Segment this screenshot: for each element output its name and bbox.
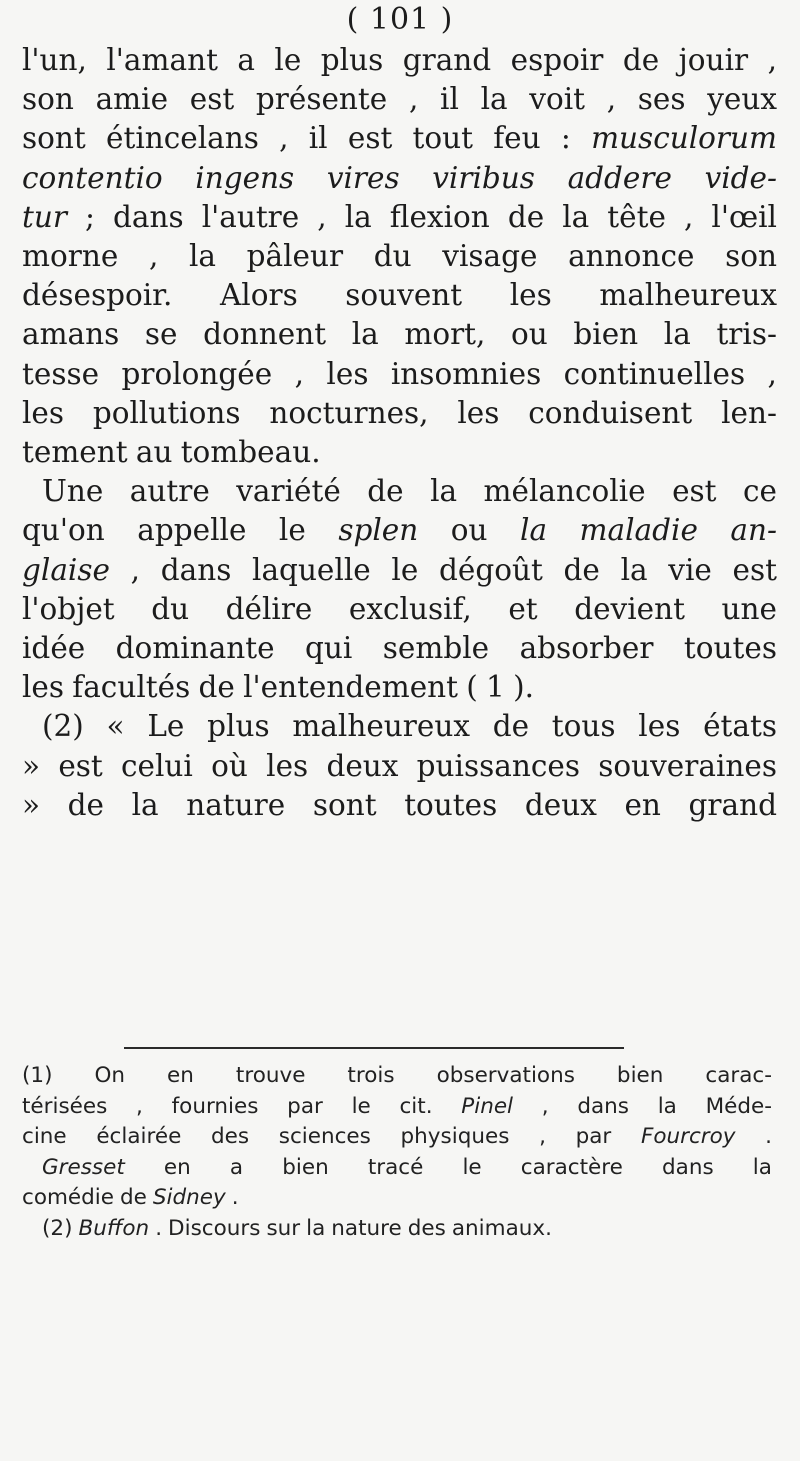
body-text-word: deux [524, 787, 597, 822]
body-text-word: de [67, 787, 104, 822]
footnote-word: On [94, 1063, 126, 1088]
footnote-word: comédie [22, 1185, 114, 1210]
body-text-word: présente [255, 82, 388, 117]
body-text-word: bien [573, 317, 639, 352]
body-text-word: et [508, 591, 538, 626]
body-text-word: tête [607, 199, 666, 234]
body-text-word: malheureux [292, 709, 470, 744]
body-text-word: donnent [203, 317, 327, 352]
body-text-word: en [624, 787, 661, 822]
footnote-word: par [575, 1124, 612, 1149]
body-text-word: la [131, 787, 159, 822]
body-text-italic-word: maladie [579, 513, 698, 548]
body-text-line [22, 79, 777, 119]
body-text-word: les [326, 356, 369, 391]
body-text-line [22, 40, 777, 80]
body-text-word: puissances [416, 748, 580, 783]
body-text-word: la [344, 199, 372, 234]
footnote-italic-word: Fourcroy [640, 1124, 736, 1149]
body-text-word: souvent [345, 278, 463, 313]
body-text-word: tombeau. [180, 435, 321, 469]
footnote-word: . [765, 1124, 772, 1149]
footnote-word: la [752, 1154, 772, 1180]
body-text-word: , [130, 552, 141, 587]
footnote-word: la [657, 1093, 677, 1119]
footnote-word: bien [282, 1154, 329, 1180]
body-text-word: nature [186, 787, 286, 822]
body-text-word: est [347, 121, 393, 156]
body-text-word: sont [312, 787, 377, 822]
body-text-word: grand [688, 787, 777, 822]
page-number: ( 101 ) [346, 2, 454, 37]
body-text-word: son [22, 82, 74, 117]
body-text-word: , [294, 356, 305, 391]
body-text-word: tesse [22, 356, 100, 391]
body-text-word: idée [22, 631, 86, 665]
footnote-word: (2) [42, 1215, 73, 1241]
body-text-line [22, 118, 777, 158]
body-text-word: ce [742, 474, 777, 509]
body-text-line [22, 275, 777, 315]
body-text-word: amans [22, 317, 120, 352]
body-text-word: plus [320, 43, 384, 77]
body-text-word: toutes [404, 787, 498, 822]
footnote-word: dans [577, 1093, 629, 1119]
body-text-word: dans [160, 552, 232, 587]
footnote-line [22, 1061, 772, 1091]
body-text-word: tous [551, 709, 616, 744]
footnote-word: nature [331, 1215, 402, 1241]
body-text-word: vie [668, 552, 712, 587]
footnote-separator-rule [124, 1047, 624, 1049]
body-text-word: il [308, 121, 328, 156]
body-text-line [22, 667, 777, 707]
body-text-word: , [683, 199, 694, 234]
body-text-word: continuelles [563, 356, 746, 391]
footnote-word: . [155, 1215, 163, 1241]
footnote-word: des [211, 1124, 250, 1149]
body-text-word: est [189, 82, 235, 117]
body-text-word: du [373, 239, 412, 273]
body-text-word: amie [95, 82, 169, 117]
body-text-word: dégoût [439, 552, 543, 587]
footnote-word: trouve [235, 1063, 306, 1088]
body-text-word: la [480, 82, 508, 117]
footnote-word: observations [436, 1063, 575, 1088]
body-text-line [22, 589, 777, 629]
body-text-word: , [408, 82, 419, 117]
body-text-word: ). [513, 670, 534, 705]
body-text-word: délire [225, 591, 313, 626]
body-text-word: len- [721, 395, 777, 430]
body-text-word: les [509, 278, 552, 313]
body-text-italic-word: ingens [195, 160, 295, 195]
footnote-italic-word: Gresset [42, 1154, 125, 1180]
footnote-word: Discours [168, 1215, 261, 1241]
body-text-word: prolongée [121, 356, 273, 391]
body-text-line [22, 785, 777, 825]
footnote-word: physiques [400, 1124, 510, 1149]
body-text-word: la [663, 317, 691, 352]
body-text-line [22, 393, 777, 433]
footnote-line [22, 1183, 772, 1213]
body-text-line [22, 314, 777, 354]
body-text-word: de [563, 552, 600, 587]
footnote-line [22, 1092, 772, 1122]
body-text-word: » [22, 748, 41, 783]
body-text-word: ; [85, 199, 95, 234]
body-text-word: qui [305, 631, 353, 665]
footnote-line [42, 1214, 772, 1244]
body-text-word: ou [450, 513, 488, 548]
body-text-word: Alors [219, 278, 298, 313]
body-text-word: dominante [115, 631, 275, 665]
body-text-word: yeux [707, 82, 777, 117]
body-text-word: celui [121, 748, 193, 783]
body-text-word: , [148, 239, 159, 273]
body-text-word: la [351, 317, 379, 352]
footnote-word: en [163, 1154, 191, 1180]
body-text-word: morne [22, 239, 119, 273]
body-text-italic-word: vide- [704, 160, 777, 195]
footnote-word: le [351, 1093, 371, 1119]
footnote-word: térisées [22, 1093, 108, 1119]
footnote-word: en [167, 1063, 194, 1088]
body-text-word: est [58, 748, 103, 783]
footnote-word: (1) [22, 1063, 53, 1088]
footnote-word: , [539, 1124, 546, 1149]
body-text-word: visage [442, 239, 538, 273]
body-text-word: malheureux [599, 278, 777, 313]
body-text-word: devient [574, 591, 685, 626]
footnote-word: sciences [278, 1124, 371, 1149]
body-text-word: conduisent [528, 395, 693, 430]
body-text-word: l'objet [22, 591, 115, 626]
body-text-word: ses [637, 82, 686, 117]
body-text-line [22, 197, 777, 237]
body-text-word: de [198, 670, 235, 705]
footnote-word: a [229, 1154, 244, 1180]
body-text-word: de [367, 474, 404, 509]
footnote-line [42, 1153, 772, 1183]
body-text-word: , [279, 121, 289, 156]
footnote-word: , [541, 1093, 549, 1119]
body-text-word: il [440, 82, 459, 117]
body-text-word: l'amant [106, 43, 218, 77]
body-text-word: le [391, 552, 419, 587]
body-text-word: les [266, 748, 309, 783]
body-text-word: est [732, 552, 777, 587]
body-text-word: sont [22, 121, 86, 156]
footnote-italic-word: Sidney [152, 1185, 226, 1210]
footnote-word: trois [347, 1063, 395, 1088]
body-text-word: , [767, 43, 777, 77]
footnote-word: tracé [367, 1154, 424, 1180]
body-text-word: ou [511, 317, 548, 352]
body-text-word: autre [129, 474, 210, 509]
footnote-word: de [120, 1185, 147, 1210]
body-text-word: espoir [510, 43, 604, 77]
footnote-word: dans [662, 1154, 714, 1180]
body-text-italic-word: tur [22, 199, 67, 234]
body-text-word: la [562, 199, 590, 234]
footnote-italic-word: Pinel [461, 1093, 514, 1119]
body-text-word: ( [466, 670, 478, 705]
body-text-word: la [188, 239, 216, 273]
body-text-word: annonce [568, 239, 695, 273]
body-text-word: l'entendement [243, 670, 459, 705]
body-text-word: exclusif, [348, 591, 472, 626]
body-text-word: toutes [683, 631, 777, 665]
body-text-word: souveraines [598, 748, 777, 783]
body-text-line [22, 628, 777, 668]
body-text-word: la [430, 474, 458, 509]
body-text-italic-word: viribus [432, 160, 535, 195]
footnote-word: sur [266, 1215, 301, 1241]
body-text-word: appelle [137, 513, 247, 548]
body-text-word: plus [207, 709, 270, 744]
body-text-word: tris- [716, 317, 777, 352]
footnote-word: éclairée [96, 1124, 182, 1149]
body-text-word: états [703, 709, 777, 744]
footnote-word: , [136, 1093, 143, 1119]
footnote-word: caractère [520, 1154, 623, 1180]
footnote-word: cine [22, 1124, 67, 1149]
body-text-italic-word: splen [338, 513, 419, 548]
body-text-word: 1 [486, 670, 505, 705]
body-text-word: l'autre [201, 199, 300, 234]
body-text-italic-word: addere [567, 160, 672, 195]
body-text-italic-word: contentio [22, 160, 163, 195]
body-text-word: semble [382, 631, 490, 665]
footnote-word: bien [616, 1063, 664, 1088]
body-text-word: le [278, 513, 306, 548]
body-text-word: tout [412, 121, 474, 156]
body-text-word: pollutions [92, 395, 241, 430]
body-text-word: l'œil [711, 199, 777, 234]
body-text-word: » [22, 787, 41, 822]
body-text-line [22, 236, 777, 276]
body-text-word: désespoir. [22, 278, 173, 313]
body-text-word: de [492, 709, 530, 744]
body-text-word: feu [493, 121, 541, 156]
body-text-line [22, 158, 777, 198]
footnote-word: des [407, 1215, 446, 1241]
body-text-word: variété [236, 474, 341, 509]
body-text-word: a [237, 43, 255, 77]
footnote-word: . [231, 1185, 239, 1210]
body-text-word: de [622, 43, 660, 77]
body-text-word: mélancolie [483, 474, 646, 509]
body-text-word: étincelans [106, 121, 259, 156]
body-text-word: son [725, 239, 777, 273]
body-text-word: dans [113, 199, 184, 234]
body-text-italic-word: vires [326, 160, 400, 195]
body-text-line [22, 432, 777, 472]
body-text-word: flexion [389, 199, 490, 234]
footnote-italic-word: Buffon [78, 1215, 150, 1241]
body-text-italic-word: la [520, 513, 548, 548]
body-text-word: au [135, 435, 173, 469]
body-text-word: les [457, 395, 500, 430]
body-text-word: les [22, 395, 65, 430]
body-text-word: nocturnes, [269, 395, 429, 430]
body-text-italic-word: musculorum [591, 121, 777, 156]
body-text-word: une [721, 591, 777, 626]
body-text-word: Le [147, 709, 185, 744]
body-text-line [22, 746, 777, 786]
footnote-word: fournies [171, 1093, 259, 1119]
body-text-line [22, 354, 777, 394]
body-text-word: qu'on [22, 513, 105, 548]
body-text-word: , [767, 356, 777, 391]
body-text-word: absorber [519, 631, 654, 665]
body-text-word: voit [529, 82, 586, 117]
body-text-line [42, 706, 777, 746]
body-text-word: jouir [678, 43, 749, 77]
body-text-word: insomnies [390, 356, 542, 391]
body-text-line [22, 510, 777, 550]
footnote-word: animaux. [451, 1215, 552, 1241]
body-text-word: les [638, 709, 681, 744]
body-text-word: Une [42, 474, 104, 509]
body-text-word: : [560, 121, 571, 156]
body-text-word: facultés [72, 670, 191, 705]
body-text-word: la [620, 552, 648, 587]
body-text-word: pâleur [246, 239, 344, 273]
body-text-word: est [672, 474, 717, 509]
footnote-word: carac- [705, 1063, 772, 1088]
body-text-word: deux [326, 748, 399, 783]
body-text-word: laquelle [252, 552, 371, 587]
footnote-line [22, 1122, 772, 1152]
body-text-word: tement [22, 435, 128, 469]
body-text-word: le [274, 43, 302, 77]
body-text-word: « [106, 709, 125, 744]
footnote-word: Méde- [705, 1093, 772, 1119]
body-text-italic-word: glaise [22, 552, 110, 587]
footnote-word: cit. [399, 1093, 433, 1119]
body-text-word: les [22, 670, 65, 705]
footnote-word: la [306, 1215, 326, 1241]
body-text-line [42, 471, 777, 511]
body-text-word: l'un, [22, 43, 87, 77]
body-text-word: mort, [404, 317, 486, 352]
body-text-word: où [211, 748, 248, 783]
body-text-word: se [144, 317, 178, 352]
body-text-word: de [507, 199, 545, 234]
footnote-word: le [462, 1154, 482, 1180]
body-text-line [22, 550, 777, 590]
body-text-word: du [151, 591, 190, 626]
body-text-italic-word: an- [730, 513, 777, 548]
body-text-word: (2) [42, 709, 84, 744]
footnote-word: par [287, 1093, 323, 1119]
body-text-word: grand [402, 43, 492, 77]
body-text-word: , [606, 82, 617, 117]
body-text-word: , [317, 199, 327, 234]
